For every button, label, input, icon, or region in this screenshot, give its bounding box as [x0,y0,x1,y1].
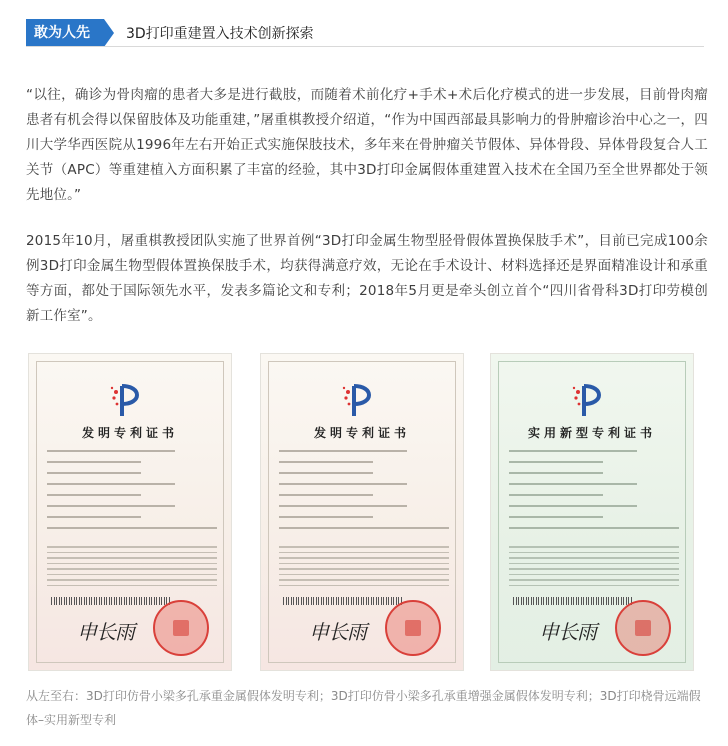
patent-logo-icon [340,380,384,420]
certificate-image-1 [28,353,232,671]
certificate-title: 发明专利证书 [81,426,178,440]
certificate-signature: 申长雨 [77,620,134,644]
certificate-title: 发明专利证书 [313,426,410,440]
section-header [26,19,314,47]
patent-logo-icon [108,380,152,420]
certificate-image-2 [260,353,464,671]
official-seal-icon [615,600,671,656]
paragraph-2: 2015年10月，屠重棋教授团队实施了世界首例“3D打印金属生物型胫骨假体置换保肢手术”，目前已完成100余例3D打印金属生物型假体置换保肢手术，均获得满意疗效，无论在手术设计、材料选择还是界面精准设计和承重等方面，都处于国际领先水平，发表多篇论文和专利；2018年5月更是牵头创立首个“四川省骨科3D打印劳模创新工作室”。 [26,233,708,324]
header-divider [26,46,704,47]
official-seal-icon [153,600,209,656]
paragraph-1: “以往，确诊为骨肉瘤的患者大多是进行截肢，而随着术前化疗+手术+术后化疗模式的进一步发展，目前骨肉瘤患者有机会得以保留肢体及功能重建，”屠重棋教授介绍道，“作为中国西部最具影响力的骨肿瘤诊治中心之一，四川大学华西医院从1996年左右开始正式实施保肢技术，多年来在骨肿瘤关节假体、异体骨段、异体骨段复合人工关节（APC）等重建植入方面积累了丰富的经验，其中3D打印金属假体重建置入技术在全国乃至全世界都处于领先地位。” [26,87,708,203]
certificate-signature: 申长雨 [309,620,366,644]
certificate-title: 实用新型专利证书 [527,426,656,440]
patent-logo-icon [570,380,614,420]
certificate-gallery [26,353,704,671]
section-tag: 敢为人先 [26,19,104,47]
certificate-signature: 申长雨 [539,620,596,644]
certificate-image-3 [490,353,694,671]
section-title: 3D打印重建置入技术创新探索 [126,26,314,42]
official-seal-icon [385,600,441,656]
image-caption: 从左至右：3D打印仿骨小梁多孔承重金属假体发明专利；3D打印仿骨小梁多孔承重增强金属假体发明专利；3D打印桡骨远端假体–实用新型专利 [26,689,701,727]
